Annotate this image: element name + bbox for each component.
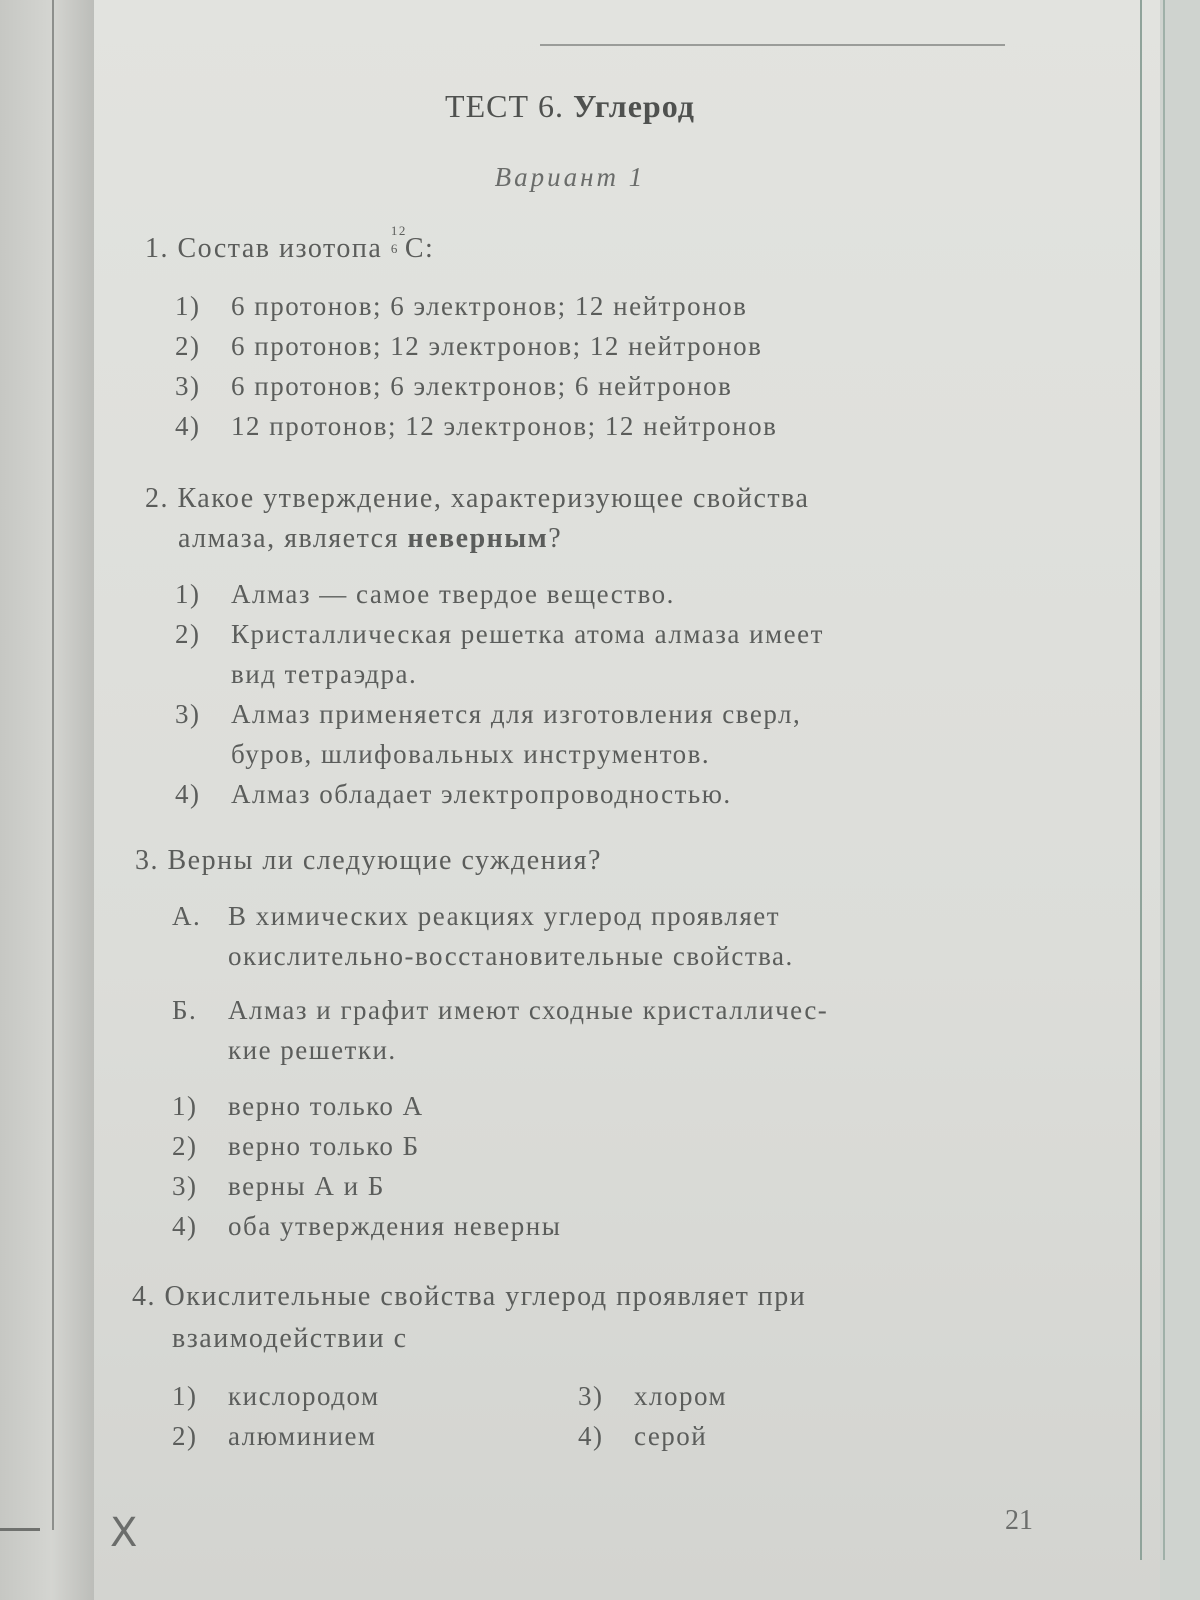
q3-option-number: 2) bbox=[172, 1131, 198, 1161]
q4-option bbox=[578, 1376, 727, 1416]
previous-page-edge bbox=[0, 0, 94, 1600]
page-number: 21 bbox=[1005, 1505, 1033, 1536]
q1-option-text: 6 протонов; 12 электронов; 12 нейтронов bbox=[231, 331, 763, 361]
q1-option-number: 3) bbox=[175, 371, 201, 401]
q4-option bbox=[578, 1416, 707, 1456]
question-3 bbox=[135, 840, 602, 882]
q2-option bbox=[175, 774, 732, 814]
q2-option bbox=[175, 614, 824, 654]
q3-option-number: 1) bbox=[172, 1091, 198, 1121]
q1-option-number: 4) bbox=[175, 411, 201, 441]
q3-option-number: 3) bbox=[172, 1171, 198, 1201]
page-title bbox=[0, 88, 1140, 125]
question-3-number: 3. bbox=[135, 845, 159, 876]
q4-option bbox=[172, 1376, 380, 1416]
q3-option-number: 4) bbox=[172, 1211, 198, 1241]
page-edge-line-outer bbox=[1163, 0, 1165, 1560]
q3-option bbox=[172, 1166, 385, 1206]
isotope-mass-number: 12 bbox=[390, 222, 407, 238]
q3-statement-text: Алмаз и графит имеют сходные кристалличес- bbox=[228, 995, 829, 1025]
page-edge-right bbox=[1160, 0, 1200, 1600]
q2-option bbox=[175, 574, 675, 614]
q3-option-text: верно только Б bbox=[228, 1131, 420, 1161]
q2-option-number: 4) bbox=[175, 779, 201, 809]
variant-label: Вариант 1 bbox=[494, 162, 646, 192]
q2-option-number: 2) bbox=[175, 619, 201, 649]
q1-option-text: 12 протонов; 12 электронов; 12 нейтронов bbox=[231, 411, 778, 441]
q4-option-number: 2) bbox=[172, 1421, 198, 1451]
question-4-number: 4. bbox=[132, 1281, 156, 1312]
question-1-text: Состав изотопа bbox=[177, 233, 383, 264]
q4-option-number: 4) bbox=[578, 1421, 604, 1451]
q2-option-number: 1) bbox=[175, 579, 201, 609]
question-2-keyword: неверным bbox=[407, 523, 549, 554]
q3-option bbox=[172, 1086, 424, 1126]
q3-statement bbox=[172, 896, 780, 936]
question-2-line-2 bbox=[178, 518, 562, 560]
q1-option-text: 6 протонов; 6 электронов; 6 нейтронов bbox=[231, 371, 733, 401]
q3-option-text: верно только А bbox=[228, 1091, 424, 1121]
question-2 bbox=[145, 478, 809, 520]
title-topic: Углерод bbox=[573, 88, 695, 124]
question-2-number: 2. bbox=[145, 483, 169, 514]
q3-option bbox=[172, 1206, 561, 1246]
question-2-line-2-start: алмаза, является bbox=[178, 523, 399, 554]
question-2-line-1: Какое утверждение, характеризующее свойства bbox=[177, 483, 810, 514]
q2-option-text: Алмаз — самое твердое вещество. bbox=[231, 579, 675, 609]
q2-option bbox=[175, 694, 801, 734]
q3-statement bbox=[172, 990, 828, 1030]
q3-statement-letter: Б. bbox=[172, 995, 198, 1025]
q3-option-text: оба утверждения неверны bbox=[228, 1211, 562, 1241]
question-4-line-1: Окислительные свойства углерод проявляет при bbox=[164, 1281, 807, 1312]
q3-statement-letter: А. bbox=[172, 901, 202, 931]
q4-option-number: 3) bbox=[578, 1381, 604, 1411]
q3-option bbox=[172, 1126, 420, 1166]
q4-option-text: хлором bbox=[634, 1381, 728, 1411]
q3-statement-continuation: кие решетки. bbox=[228, 1035, 397, 1065]
q1-option-text: 6 протонов; 6 электронов; 12 нейтронов bbox=[231, 291, 748, 321]
q1-option bbox=[175, 286, 747, 326]
q4-option bbox=[172, 1416, 377, 1456]
question-4 bbox=[132, 1276, 806, 1318]
header-rule bbox=[540, 44, 1005, 46]
question-4-line-2: взаимодействии с bbox=[172, 1323, 408, 1354]
q3-statement-continuation: окислительно-восстановительные свойства. bbox=[228, 941, 794, 971]
q2-option-text: Кристаллическая решетка атома алмаза имеет bbox=[231, 619, 824, 649]
isotope-symbol: C: bbox=[404, 233, 435, 264]
q3-option-text: верны А и Б bbox=[228, 1171, 385, 1201]
q2-option-number: 3) bbox=[175, 699, 201, 729]
q1-option bbox=[175, 406, 777, 446]
q2-option-continuation: вид тетраэдра. bbox=[231, 659, 418, 689]
q1-option-number: 1) bbox=[175, 291, 201, 321]
q2-option-text: Алмаз применяется для изготовления сверл, bbox=[231, 699, 802, 729]
q3-statement-text: В химических реакциях углерод проявляет bbox=[228, 901, 781, 931]
question-1 bbox=[145, 222, 435, 270]
title-prefix: ТЕСТ 6. bbox=[445, 88, 564, 124]
q4-option-text: кислородом bbox=[228, 1381, 380, 1411]
isotope-atomic-number: 6 bbox=[390, 240, 399, 256]
isotope-numbers bbox=[390, 222, 407, 256]
question-3-text: Верны ли следующие суждения? bbox=[167, 845, 602, 876]
margin-mark: Х bbox=[110, 1510, 138, 1556]
q1-option bbox=[175, 366, 732, 406]
q4-option-text: алюминием bbox=[228, 1421, 377, 1451]
q4-option-number: 1) bbox=[172, 1381, 198, 1411]
question-1-number: 1. bbox=[145, 233, 169, 264]
question-2-question-mark: ? bbox=[548, 523, 563, 554]
q2-option-continuation: буров, шлифовальных инструментов. bbox=[231, 739, 711, 769]
q2-option-text: Алмаз обладает электропроводностью. bbox=[231, 779, 732, 809]
previous-page-rule bbox=[52, 0, 54, 1530]
page-edge-line bbox=[1140, 0, 1142, 1560]
q4-option-text: серой bbox=[634, 1421, 708, 1451]
previous-page-rule-bottom bbox=[0, 1528, 40, 1531]
q1-option-number: 2) bbox=[175, 331, 201, 361]
q1-option bbox=[175, 326, 762, 366]
